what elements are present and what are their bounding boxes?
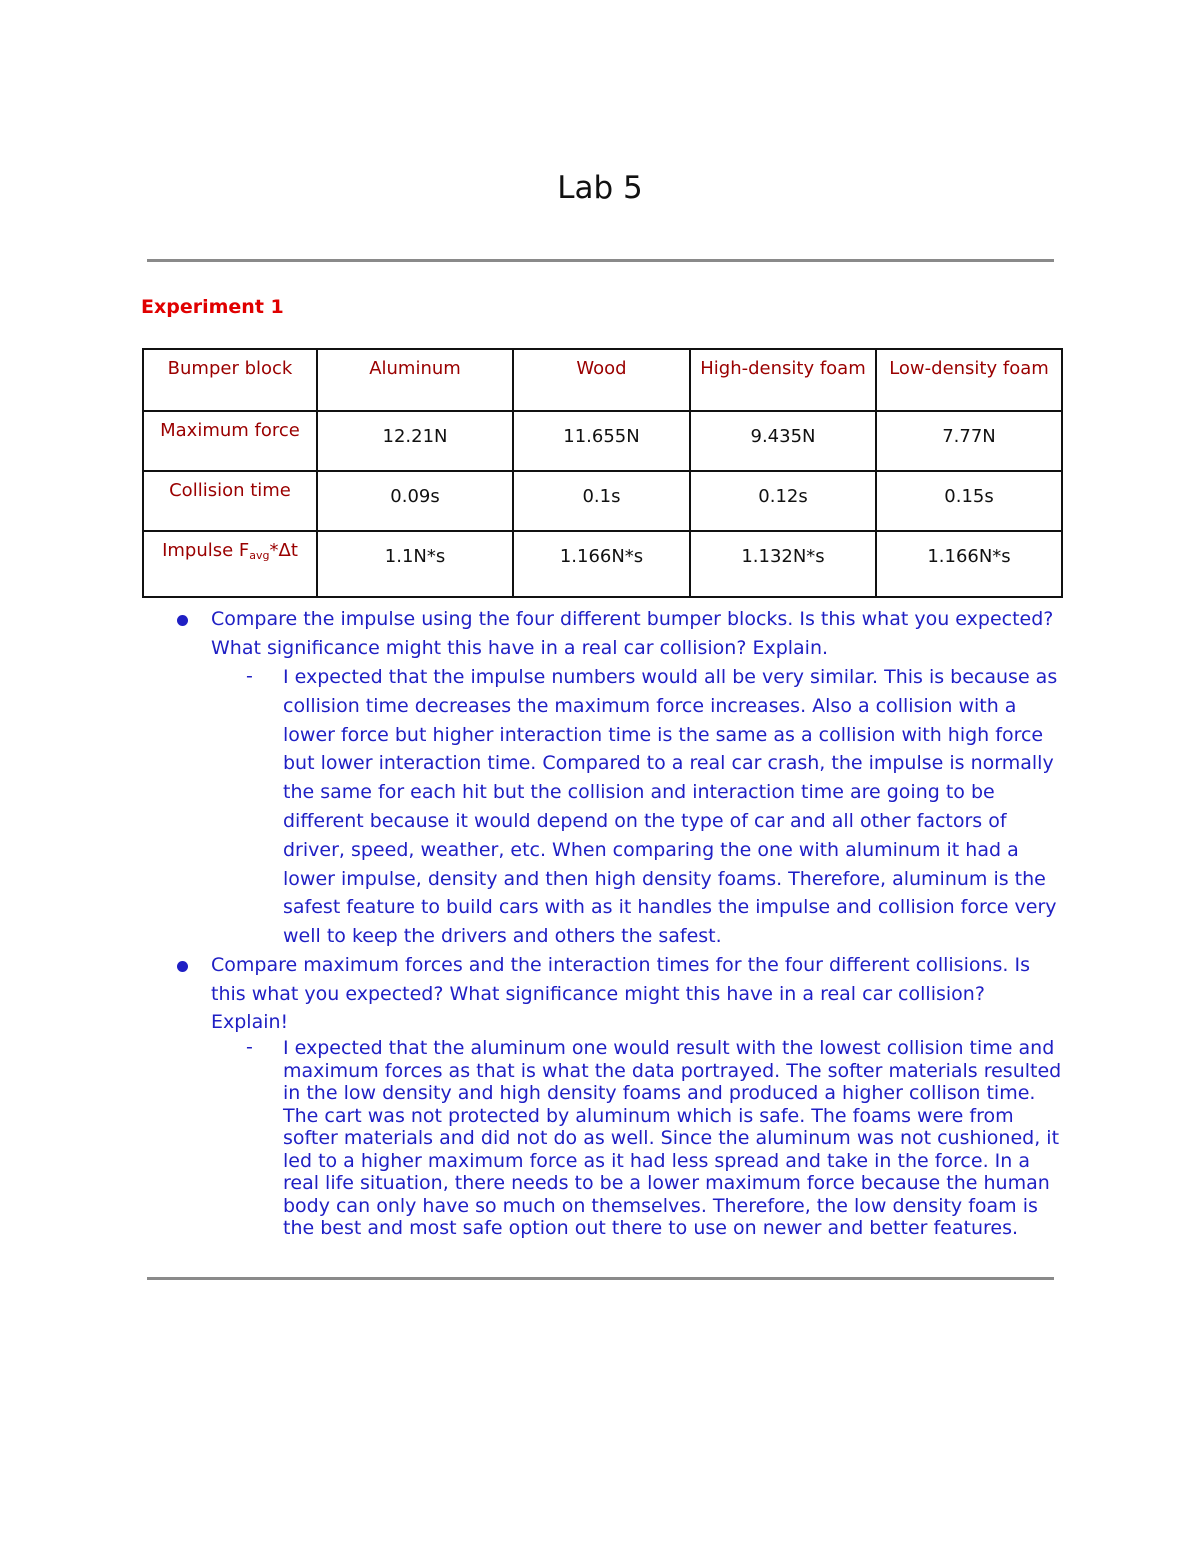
dash-icon: -: [246, 1036, 253, 1058]
row-label: Collision time: [143, 471, 317, 531]
row-label: Maximum force: [143, 411, 317, 471]
table-cell: 0.15s: [876, 471, 1062, 531]
table-cell: 9.435N: [690, 411, 876, 471]
results-table: [142, 348, 1063, 598]
table-header-row: [143, 349, 1062, 411]
bullet-icon: [177, 615, 188, 626]
table-cell: 11.655N: [513, 411, 690, 471]
table-header-cell: High-density foam: [690, 349, 876, 411]
table-row: [143, 531, 1062, 597]
table-header-cell: Aluminum: [317, 349, 513, 411]
top-divider: [147, 259, 1054, 262]
table-cell: 7.77N: [876, 411, 1062, 471]
answer-1: I expected that the impulse numbers would all be very similar. This is because as collision time decreases the maximum force increases. Also a collision with a lower force but higher interaction time is the same as a collision with high force but lower interaction time. Compared to a real car crash, the impulse is normally the same for each hit but the collision and interaction time are going to be different because it would depend on the type of car and all other factors of driver, speed, weather, etc. When comparing the one with aluminum it had a lower impulse, density and then high density foams. Therefore, aluminum is the safest feature to build cars with as it handles the impulse and collision force very well to keep the drivers and others the safest.: [283, 666, 1058, 948]
question-2: Compare maximum forces and the interaction times for the four different collisions. Is this what you expected? What significance might this have in a real car collision? Explain!: [211, 954, 1031, 1033]
page-title: Lab 5: [557, 170, 643, 206]
question-1: Compare the impulse using the four different bumper blocks. Is this what you expected? What significance might this have in a real car collision? Explain.: [211, 608, 1054, 659]
table-cell: 0.1s: [513, 471, 690, 531]
table-header-cell: Low-density foam: [876, 349, 1062, 411]
bullet-icon: [177, 961, 188, 972]
row-label-prefix: Impulse F: [162, 540, 250, 561]
row-label: [143, 531, 317, 597]
table-cell: 12.21N: [317, 411, 513, 471]
row-label-suffix: *Δt: [269, 540, 298, 561]
section-heading: Experiment 1: [141, 296, 284, 318]
bottom-divider: [147, 1277, 1054, 1280]
dash-icon: -: [246, 665, 253, 687]
table-cell: 1.1N*s: [317, 531, 513, 597]
table-cell: 1.166N*s: [513, 531, 690, 597]
table-cell: 0.09s: [317, 471, 513, 531]
table-cell: 1.132N*s: [690, 531, 876, 597]
table-header-cell: Wood: [513, 349, 690, 411]
table-row: [143, 411, 1062, 471]
table-row: [143, 471, 1062, 531]
table-cell: 0.12s: [690, 471, 876, 531]
answer-2: I expected that the aluminum one would result with the lowest collision time and maximum forces as that is what the data portrayed. The softer materials resulted in the low density and high density foams and produced a higher collison time. The cart was not protected by aluminum which is safe. The foams were from softer materials and did not do as well. Since the aluminum was not cushioned, it led to a higher maximum force as it had less spread and take in the force. In a real life situation, there needs to be a lower maximum force because the human body can only have so much on themselves. Therefore, the low density foam is the best and most safe option out there to use on newer and better features.: [283, 1037, 1062, 1239]
table-header-cell: Bumper block: [143, 349, 317, 411]
row-label-subscript: avg: [249, 549, 270, 562]
table-cell: 1.166N*s: [876, 531, 1062, 597]
